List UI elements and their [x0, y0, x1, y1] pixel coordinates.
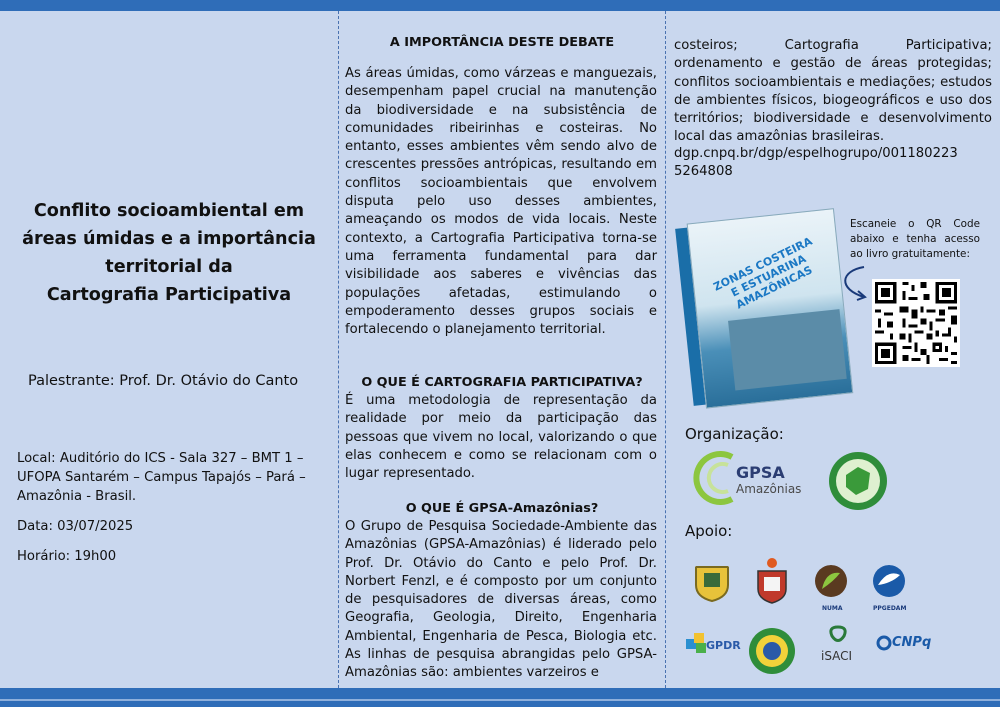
middle-panel — [339, 11, 665, 688]
book-cover — [687, 208, 854, 408]
cnpq-link-line-1: dgp.cnpq.br/dgp/espelhogrupo/001180223 — [674, 146, 958, 161]
event-title — [14, 197, 324, 309]
title-line-4: Cartografia Participativa — [46, 285, 292, 305]
section-importance-heading: A IMPORTÂNCIA DESTE DEBATE — [389, 35, 615, 50]
ppgedam-label: PPGEDAM — [873, 605, 907, 612]
numa-label: NUMA — [822, 605, 843, 612]
gpdr-label: GPDR — [706, 639, 741, 652]
event-location: Local: Auditório do ICS - Sala 327 – BMT 1 – UFOPA Santarém – Campus Tapajós – Pará – Amazônia - Brasil. — [17, 451, 306, 504]
gpdr-logo-icon — [686, 633, 708, 655]
speaker: Palestrante: Prof. Dr. Otávio do Canto — [28, 373, 299, 389]
event-time: Horário: 19h00 — [17, 549, 117, 564]
university-crest-icon — [690, 559, 734, 603]
isaci-logo-icon — [826, 625, 850, 647]
gpsa-swirl-icon — [692, 451, 742, 505]
section-gpsa-text: O Grupo de Pesquisa Sociedade-Ambiente das Amazônias (GPSA-Amazônias) é liderado pelo Prof. Dr. Otávio do Canto e pelo Prof. Dr. Norbert Fenzl, e é composto por um conjunto de pesquisadores de diversas áreas, como Geografia, Geologia, Direito, Engenharia Ambiental, Engenharia de Pesca, Biologia etc. As linhas de pesquisa abrangidas pelo GPSA-Amazônias são: ambientes varzeiros e — [345, 519, 657, 681]
gpsa-logo-sub: Amazônias — [736, 482, 802, 496]
book-cover-image — [675, 208, 854, 410]
section-cartography-text: É uma metodologia de representação da realidade por meio da participação das pessoas que vivem no local, valorizando o que elas conhecem e como se relacionam com o lugar representado. — [345, 393, 657, 482]
cnpq-label: CNPq — [892, 635, 932, 650]
cnpq-logo-icon — [876, 635, 892, 651]
right-panel — [666, 11, 1000, 688]
title-line-3: territorial da — [105, 257, 233, 277]
support-label: Apoio: — [685, 522, 733, 540]
numa-logo-icon — [808, 565, 854, 601]
research-lines-text: costeiros; Cartografia Participativa; ordenamento e gestão de áreas protegidas; conflitos socioambientais e mediações; estudos de ambientes físicos, biogeográficos e uso dos territórios; biodiversidade e desenvolvimento local das amazônias brasileiras. — [674, 38, 992, 145]
top-bar — [0, 0, 1000, 11]
section-cartography-heading: O QUE É CARTOGRAFIA PARTICIPATIVA? — [361, 375, 643, 390]
circular-seal-icon — [748, 627, 796, 675]
qr-instructions: Escaneie o QR Code abaixo e tenha acesso ao livro gratuitamente: — [850, 218, 980, 260]
ufopa-crest-icon — [752, 555, 792, 605]
cnpq-link-line-2: 5264808 — [674, 164, 733, 179]
book-photo — [728, 309, 847, 390]
section-gpsa-heading: O QUE É GPSA-Amazônias? — [405, 501, 599, 516]
organization-label: Organização: — [685, 425, 784, 443]
left-panel — [0, 11, 338, 688]
research-group-seal-icon — [828, 451, 888, 511]
book-title: ZONAS COSTEIRA E ESTUARINA AMAZÔNICAS — [711, 234, 815, 312]
curved-arrow-icon — [834, 263, 874, 303]
event-date: Data: 03/07/2025 — [17, 519, 134, 534]
cnpq-link[interactable] — [674, 145, 958, 181]
bottom-bar-line — [0, 699, 1000, 701]
gpsa-logo-main: GPSA — [736, 463, 785, 482]
title-line-2: áreas úmidas e a importância — [22, 229, 316, 249]
section-importance-text: As áreas úmidas, como várzeas e manguezais, desempenham papel crucial na manutenção da biodiversidade e na subsistência de comunidades ribeirinhas e costeiras. No entanto, esses ambientes vêm sendo alvo de crescentes pressões antrópicas, resultando em conflitos socioambientais que envolvem disputa pelo uso desses ambientes, ameaçando os modos de vida locais. Neste contexto, a Cartografia Participativa torna-se uma ferramenta fundamental para dar visibilidade aos saberes e vivências das populações afetadas, estimulando o empoderamento desses grupos sociais e fortalecendo o planejamento territorial. — [345, 66, 657, 338]
bottom-bar — [0, 688, 1000, 707]
gpsa-logo — [692, 451, 800, 505]
qr-code[interactable] — [872, 279, 960, 367]
title-line-1: Conflito socioambiental em — [33, 201, 305, 221]
ppgedam-logo-icon — [866, 565, 912, 601]
isaci-label: iSACI — [821, 649, 853, 663]
